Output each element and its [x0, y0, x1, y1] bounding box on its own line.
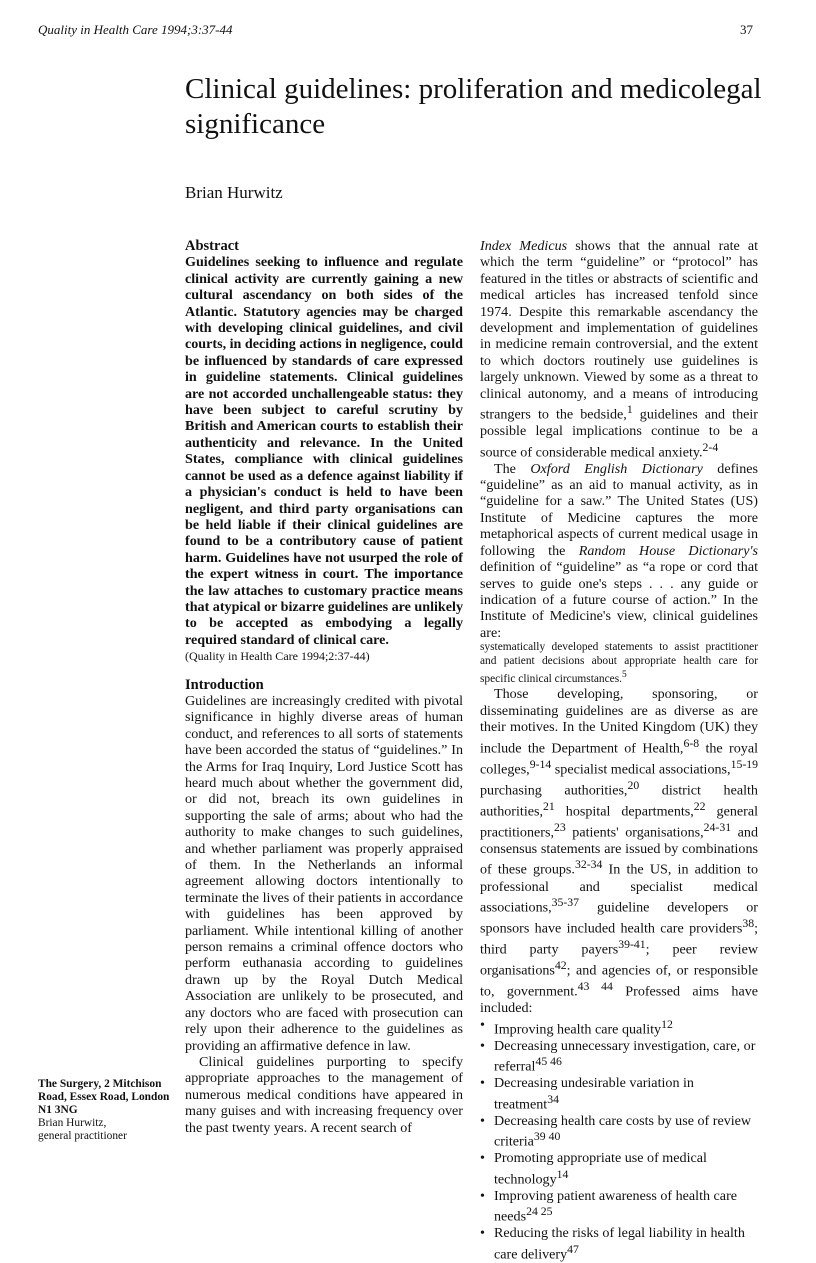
text-run: general practitioners, [480, 803, 759, 841]
text-run: guideline developers or sponsors have included health care providers [480, 899, 758, 937]
text-run: patients' organisations, [565, 824, 704, 841]
aim-text: Decreasing health care costs by use of review criteria [494, 1112, 752, 1150]
text-run: In the US, in addition to professional and specialist medical associations, [480, 862, 758, 916]
aim-text: Promoting appropriate use of medical technology [494, 1150, 707, 1188]
reference-sup: 14 [556, 1167, 569, 1181]
introduction-paragraph-1: Guidelines are increasingly credited with pivotal significance in highly diverse areas of human conduct, and references to all sorts of statements have been accorded the status of “guidelines.” In the Arms for Iraq Inquiry, Lord Justice Scott has heard much about whether the government did, or did not, breach its own guidelines in supporting the sale of arms; about who had the authority to make changes to such guidelines, and whether parliament was properly appraised of them. In the Netherlands an informal agreement allowing doctors intentionally to terminate the lives of their patients in accordance with guidelines has been approved by parliament. While intentional killing of another person remains a criminal offence doctors who perform euthanasia according to guidelines drawn up by the Royal Dutch Medical Association are unlikely to be prosecuted, and any doctors who are faced with prosecution can rely upon their adherence to the guidelines as providing an affirmative defence in law. [185, 692, 463, 1054]
text-run: ; peer review organisations [480, 941, 758, 979]
paragraph-oxford [480, 461, 758, 641]
list-item [480, 1017, 758, 1038]
reference-sup: 2-4 [702, 440, 719, 454]
aim-text: Improving patient awareness of health care needs [494, 1187, 738, 1225]
column-left [185, 238, 463, 1136]
aims-list [480, 1017, 758, 1263]
text-run: ; and agencies of, or responsible to, government. [480, 962, 758, 1000]
abstract-heading: Abstract [185, 238, 239, 254]
bullet-icon: • [480, 1037, 485, 1054]
reference-sup: 42 [554, 959, 567, 973]
introduction-heading: Introduction [185, 676, 264, 693]
text-run: specialist medical associations, [551, 761, 731, 778]
text-run: ; third party payers [480, 920, 758, 958]
reference-sup: 24-31 [703, 820, 732, 834]
reference-sup: 24 25 [526, 1205, 553, 1219]
text-run: and consensus statements are issued by combinations of these groups. [480, 824, 758, 879]
reference-sup: 39 40 [533, 1130, 561, 1144]
reference-sup: 47 [567, 1242, 579, 1256]
paragraph-index-medicus [480, 238, 758, 461]
text-run: Professed aims have included: [480, 983, 758, 1017]
bullet-icon: • [480, 1187, 485, 1204]
list-item [480, 1113, 758, 1151]
text-run: hospital departments, [554, 803, 694, 820]
bullet-icon: • [480, 1016, 485, 1033]
bullet-icon: • [480, 1112, 485, 1129]
reference-sup: 1 [626, 403, 633, 417]
list-item [480, 1188, 758, 1226]
page-number: 37 [740, 22, 753, 37]
reference-sup: 34 [547, 1092, 559, 1106]
author-affiliation [38, 1078, 178, 1143]
quote-text: systematically developed statements to assist practitioner and patient decisions about appropriate health care for specific clinical circumstances. [480, 641, 758, 685]
text-run: guidelines and their possible legal implications continue to be a source of considerable medical anxiety. [480, 406, 758, 461]
abstract-body: Guidelines seeking to influence and regulate clinical activity are currently gaining a new cultural ascendancy on both sides of the Atlantic. Statutory agencies may be charged with developing clinical guidelines, and civil courts, in deciding actions in negligence, could be influenced by standards of care expressed in guideline statements. Clinical guidelines are not accorded unchallengeable status: they have been subject to careful scrutiny by British and American courts to establish their authenticity and relevance. In the United States, compliance with clinical guidelines cannot be used as a defence against liability if a physician's conduct is held to have been negligent, and third party organisations can be held liable if their clinical guidelines are found to be a contributory cause of patient harm. Guidelines have not usurped the role of the expert witness in court. The importance the law attaches to customary practice means that atypical or bizarre guidelines are unlikely to be accepted as embodying a legally required standard of clinical care. [185, 254, 463, 648]
reference-sup: 22 [693, 799, 706, 813]
affiliation-name: Brian Hurwitz, [38, 1117, 107, 1129]
reference-sup: 38 [742, 917, 755, 930]
text-run: the royal colleges, [480, 740, 758, 778]
reference-sup: 43 44 [577, 980, 613, 994]
text-run: defines “guideline” as an aid to manual activity, as in “guideline for a saw.” The United States (US) Institute of Medicine captures the more metaphorical aspects of current medical usage in following the [480, 460, 758, 559]
affiliation-role: general practitioner [38, 1130, 127, 1142]
aim-text: Reducing the risks of legal liability in health care delivery [494, 1225, 745, 1263]
text-run: district health authorities, [480, 782, 758, 820]
reference-sup: 15-19 [730, 757, 758, 771]
reference-sup: 12 [661, 1017, 673, 1031]
italic-oxford: Oxford English Dictionary [530, 460, 703, 477]
paragraph-developers [480, 686, 758, 1016]
text-run: Those developing, sponsoring, or disseminating guidelines are as diverse as are their motives. In the United Kingdom (UK) they include the Department of Health, [480, 686, 758, 757]
article-title: Clinical guidelines: proliferation and medicolegal significance [185, 73, 762, 140]
list-item [480, 1225, 758, 1263]
aim-text: Decreasing undesirable variation in treatment [494, 1075, 694, 1113]
text-run: shows that the annual rate at which the term “guideline” or “protocol” has featured in the titles or abstracts of scientific and medical articles has increased tenfold since 1974. Despite this remarkable ascendancy the development and implementation of guidelines in medicine remain controversial, and the extent to which doctors routinely use guidelines is largely unknown. Viewed by some as a threat to clinical autonomy, and a means of introducing strangers to the bedside, [480, 238, 758, 423]
list-item [480, 1150, 758, 1188]
reference-sup: 39-41 [618, 938, 646, 952]
reference-sup: 23 [553, 820, 566, 834]
text-run: The [494, 460, 531, 477]
italic-random-house: Random House Dictionary's [578, 542, 758, 559]
bullet-icon: • [480, 1150, 485, 1167]
text-run: purchasing authorities, [480, 782, 628, 799]
reference-sup: 32-34 [574, 858, 603, 872]
reference-sup: 20 [627, 778, 640, 792]
aim-text: Decreasing unnecessary investigation, care, or referral [494, 1037, 756, 1075]
list-item [480, 1038, 758, 1076]
article-author: Brian Hurwitz [185, 183, 283, 202]
list-item [480, 1075, 758, 1113]
reference-sup: 45 46 [535, 1055, 562, 1069]
reference-sup: 6-8 [683, 736, 700, 750]
bullet-icon: • [480, 1075, 485, 1092]
italic-index-medicus: Index Medicus [480, 238, 568, 254]
journal-citation: Quality in Health Care 1994;3:37-44 [38, 22, 233, 37]
column-right [480, 238, 758, 1263]
introduction-paragraph-2: Clinical guidelines purporting to specify appropriate approaches to the management of numerous medical conditions have appeared in many guises and with increasing frequency over the past twenty years. A recent search of [185, 1053, 463, 1136]
reference-sup: 21 [543, 799, 555, 813]
text-run: definition of “guideline” as “a rope or cord that serves to guide one's steps . . . any guide or indication of a future course of action.” In the Institute of Medicine's view, clinical guidelines are: [480, 559, 758, 641]
reference-sup: 35-37 [551, 895, 580, 909]
reference-sup: 5 [622, 669, 627, 680]
reference-sup: 9-14 [529, 757, 552, 771]
bullet-icon: • [480, 1225, 485, 1242]
definition-quote [480, 641, 758, 686]
aim-text: Improving health care quality [494, 1021, 662, 1038]
abstract-citation: (Quality in Health Care 1994;2:37-44) [185, 649, 370, 664]
affiliation-address: The Surgery, 2 Mitchison Road, Essex Road, London N1 3NG [38, 1078, 170, 1116]
